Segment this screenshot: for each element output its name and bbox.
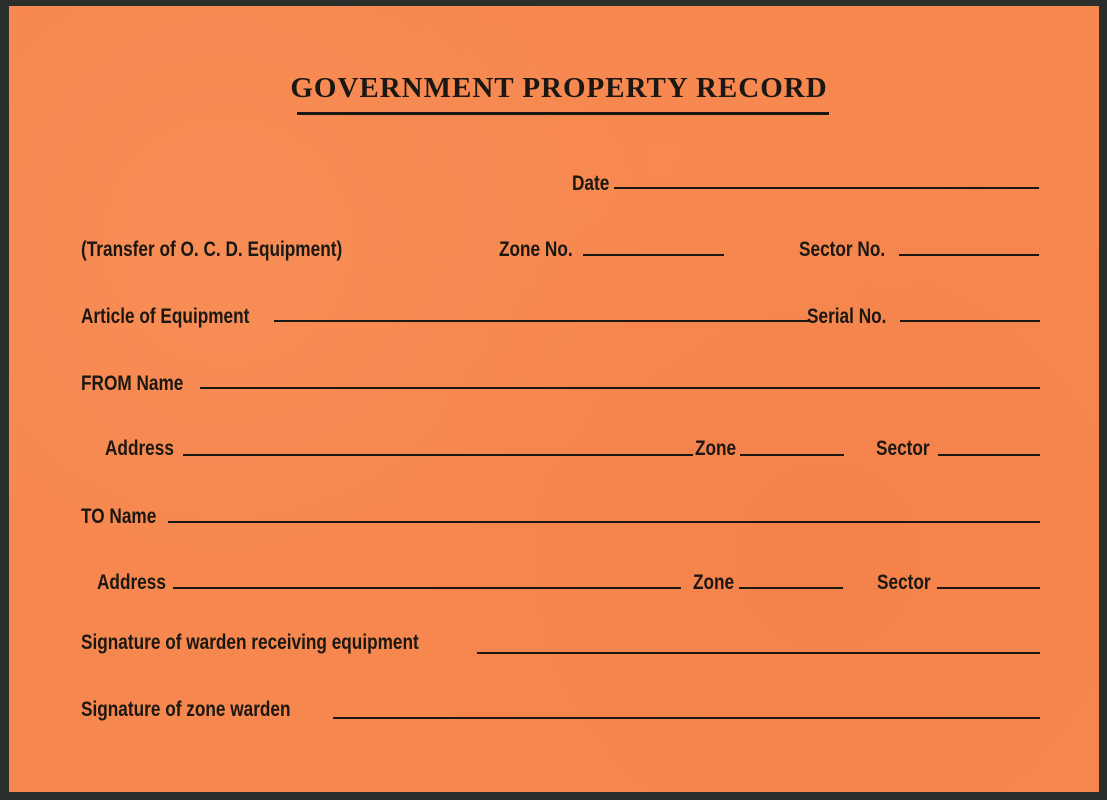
sector-no-field[interactable] <box>899 254 1039 256</box>
zone-no-label: Zone No. <box>499 238 573 261</box>
to-name-field[interactable] <box>168 521 1040 523</box>
to-zone-field[interactable] <box>739 587 843 589</box>
to-sector-field[interactable] <box>937 587 1040 589</box>
zone-warden-signature-field[interactable] <box>333 717 1040 719</box>
zone-warden-label: Signature of zone warden <box>81 698 291 721</box>
zone-no-field[interactable] <box>583 254 724 256</box>
from-name-field[interactable] <box>200 387 1040 389</box>
property-record-card <box>9 6 1099 792</box>
sector-no-label: Sector No. <box>799 238 886 261</box>
title-underline <box>297 112 829 115</box>
to-name-label: TO Name <box>81 505 157 528</box>
form-title: GOVERNMENT PROPERTY RECORD <box>290 72 828 104</box>
to-address-field[interactable] <box>173 587 681 589</box>
to-zone-label: Zone <box>693 571 735 594</box>
to-sector-label: Sector <box>877 571 931 594</box>
from-name-label: FROM Name <box>81 372 184 395</box>
warden-receiving-label: Signature of warden receiving equipment <box>81 631 419 654</box>
from-address-field[interactable] <box>183 454 693 456</box>
serial-no-field[interactable] <box>900 320 1040 322</box>
article-field[interactable] <box>274 320 809 322</box>
article-label: Article of Equipment <box>81 305 250 328</box>
transfer-note: (Transfer of O. C. D. Equipment) <box>81 238 343 261</box>
from-sector-label: Sector <box>876 437 930 460</box>
from-zone-label: Zone <box>695 437 737 460</box>
serial-no-label: Serial No. <box>807 305 887 328</box>
warden-receiving-signature-field[interactable] <box>477 652 1040 654</box>
from-sector-field[interactable] <box>938 454 1040 456</box>
date-field[interactable] <box>614 187 1039 189</box>
to-address-label: Address <box>97 571 166 594</box>
from-address-label: Address <box>105 437 174 460</box>
date-label: Date <box>572 172 610 195</box>
from-zone-field[interactable] <box>740 454 844 456</box>
